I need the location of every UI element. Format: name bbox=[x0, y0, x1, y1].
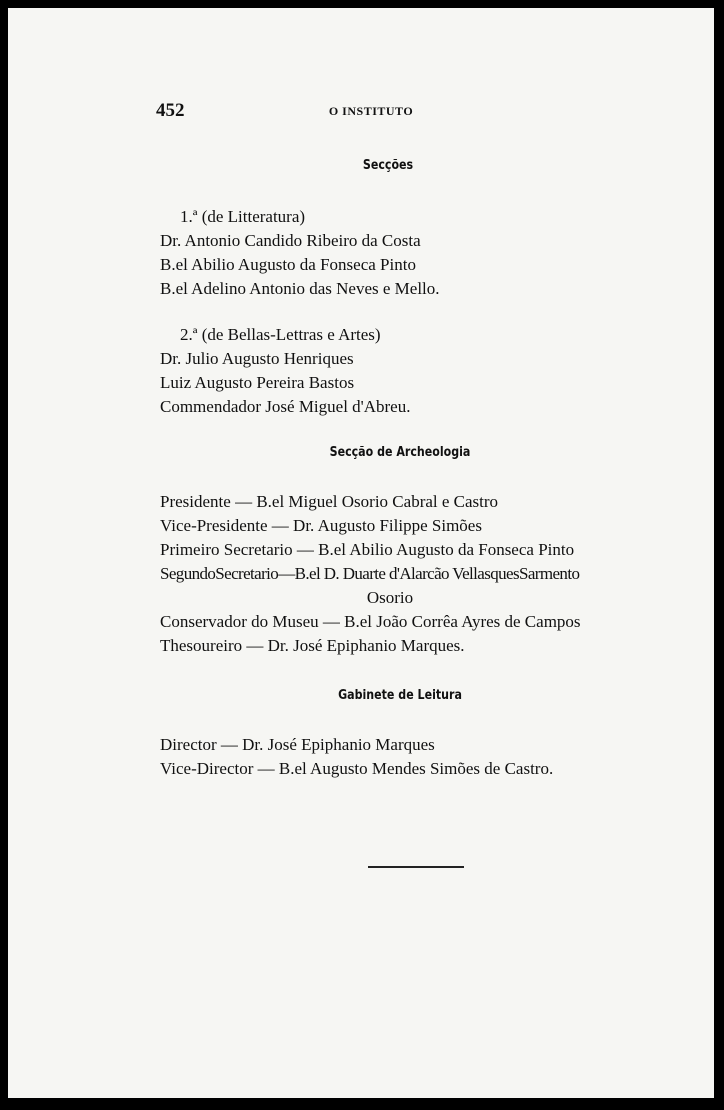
member-line: Commendador José Miguel d'Abreu. bbox=[160, 397, 411, 416]
officer-line: Vice-Director — B.el Augusto Mendes Simões de Castro. bbox=[160, 759, 554, 778]
member-line: Luiz Augusto Pereira Bastos bbox=[160, 373, 355, 392]
officer-line-continuation: Osorio bbox=[366, 588, 414, 607]
member-line: B.el Abilio Augusto da Fonseca Pinto bbox=[160, 255, 416, 274]
page-content bbox=[160, 158, 640, 781]
officer-line: Vice-Presidente — Dr. Augusto Filippe Simões bbox=[160, 516, 482, 535]
officer-line: Director — Dr. José Epiphanio Marques bbox=[160, 735, 435, 754]
member-line: Dr. Julio Augusto Henriques bbox=[160, 349, 354, 368]
section-title-gabinete: Gabinete de Leitura bbox=[338, 688, 462, 703]
section-title-archeologia: Secção de Archeologia bbox=[329, 445, 471, 460]
officer-line: Primeiro Secretario — B.el Abilio Augusto da Fonseca Pinto bbox=[160, 540, 575, 559]
officer-line: Presidente — B.el Miguel Osorio Cabral e Castro bbox=[160, 492, 499, 511]
group-heading-bellas-lettras: 2.ª (de Bellas-Lettras e Artes) bbox=[180, 325, 381, 344]
officer-line: Thesoureiro — Dr. José Epiphanio Marques. bbox=[160, 636, 465, 655]
closing-rule bbox=[368, 866, 464, 868]
section-title-seccoes: Secções bbox=[362, 158, 414, 173]
officer-line: Conservador do Museu — B.el João Corrêa Ayres de Campos bbox=[160, 612, 581, 631]
officer-line: SegundoSecretario—B.el D. Duarte d'Alarcão VellasquesSarmento bbox=[160, 564, 580, 583]
group-heading-litteratura: 1.ª (de Litteratura) bbox=[180, 207, 306, 226]
member-line: Dr. Antonio Candido Ribeiro da Costa bbox=[160, 231, 421, 250]
page bbox=[8, 8, 714, 1098]
running-head: O INSTITUTO bbox=[328, 104, 414, 118]
page-number: 452 bbox=[156, 100, 185, 121]
member-line: B.el Adelino Antonio das Neves e Mello. bbox=[160, 279, 440, 298]
page-header bbox=[8, 100, 714, 124]
